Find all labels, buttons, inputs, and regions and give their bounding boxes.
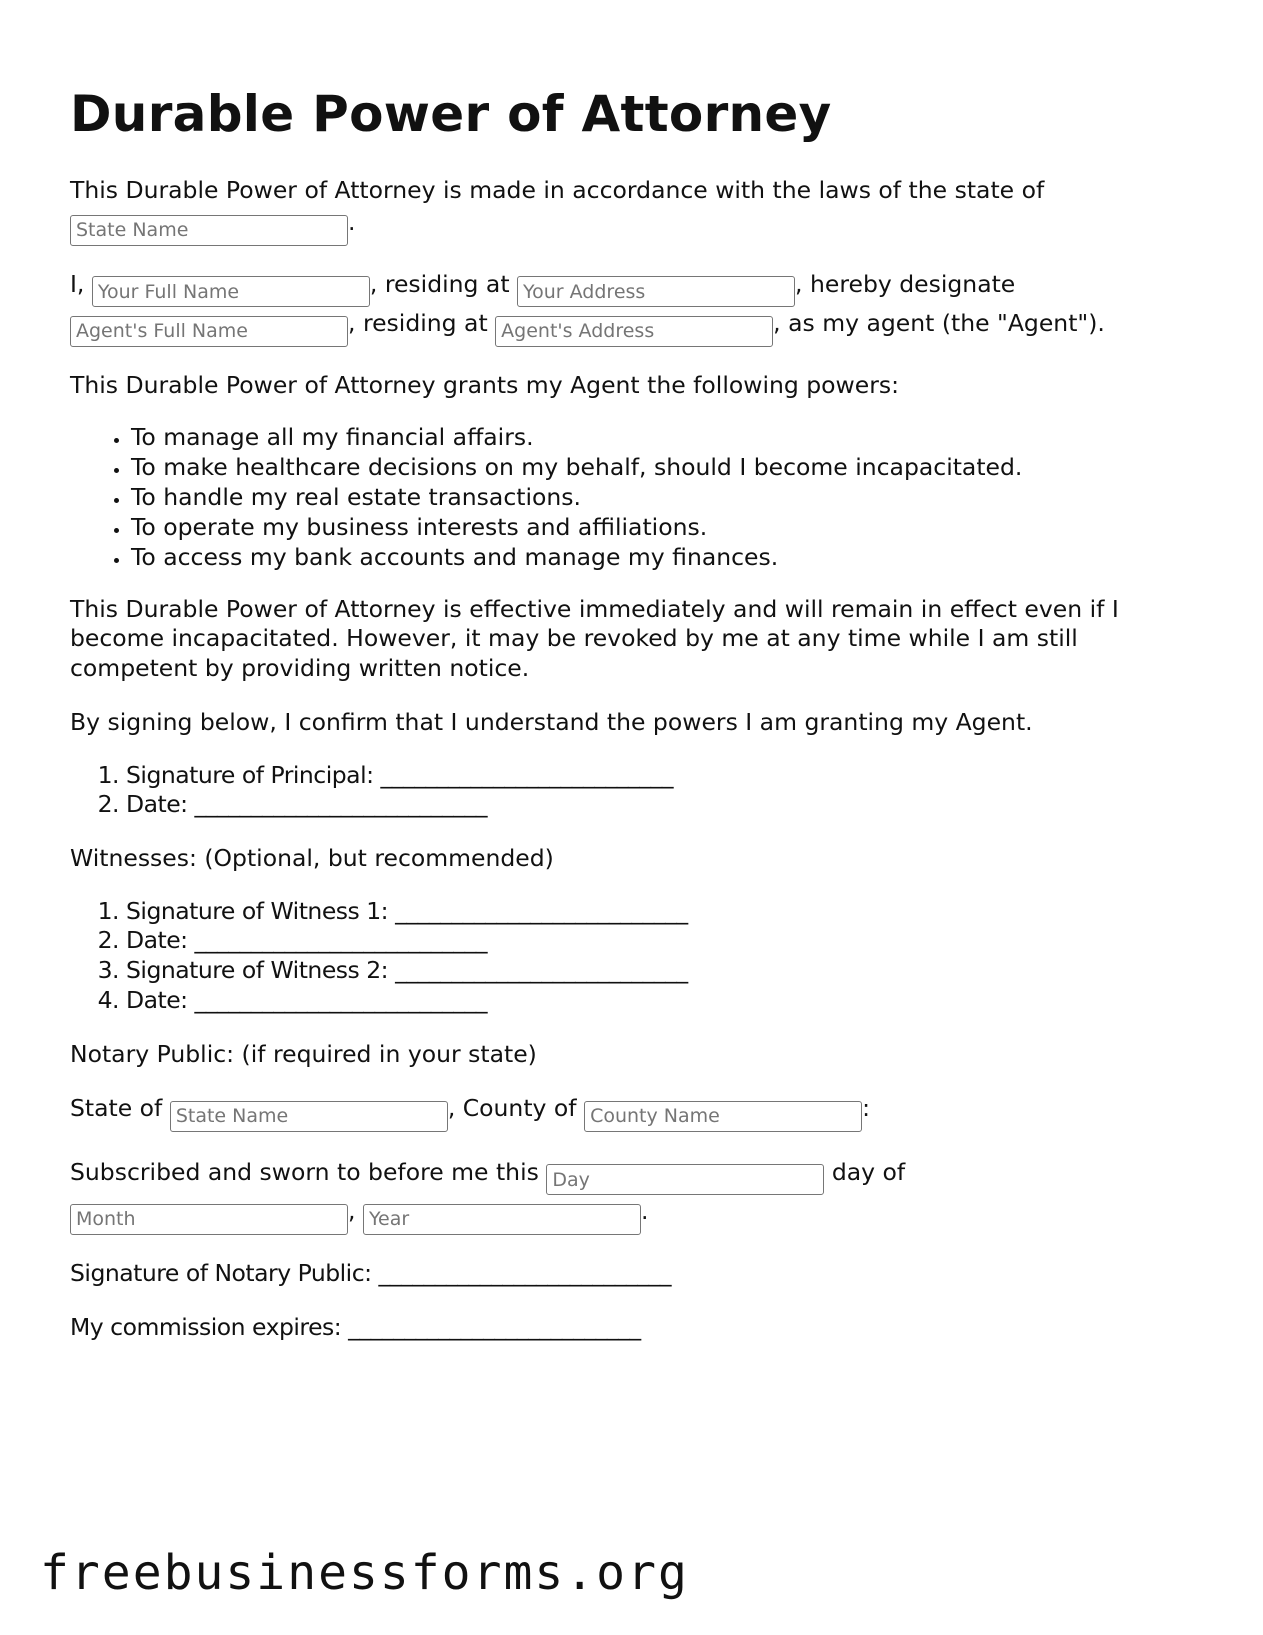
notary-county-input[interactable] <box>584 1101 862 1132</box>
notary-state-label: State of <box>70 1094 163 1123</box>
notary-location-end: : <box>862 1094 870 1123</box>
principal-address-input[interactable] <box>517 276 795 307</box>
intro-state-input[interactable] <box>70 215 348 246</box>
sworn-comma: , <box>348 1197 356 1226</box>
intro-end: . <box>348 208 356 237</box>
powers-list <box>70 423 1200 572</box>
list-item: • To handle my real estate transactions. <box>131 483 1200 513</box>
sworn-year-input[interactable] <box>363 1204 641 1235</box>
agent-residing-at-label: , residing at <box>348 309 488 338</box>
powers-intro: This Durable Power of Attorney grants my Agent the following powers: <box>70 370 900 399</box>
list-item: • To manage all my financial affairs. <box>131 423 1200 453</box>
sworn-end: . <box>640 1197 649 1226</box>
witness-1-date-line: 2. Date: __________________________ <box>126 926 1200 956</box>
principal-name-input[interactable] <box>92 276 370 307</box>
commission-expires-line: My commission expires: __________________________ <box>70 1313 641 1342</box>
sworn-day-of-label: day of <box>831 1157 906 1186</box>
notary-heading: Notary Public: (if required in your state) <box>70 1040 537 1068</box>
document <box>70 84 1200 1366</box>
notary-location-paragraph <box>70 1092 1200 1132</box>
designation-paragraph <box>70 268 1200 347</box>
list-item: • To operate my business interests and affiliations. <box>131 513 1200 543</box>
witness-1-signature-line: 1. Signature of Witness 1: __________________________ <box>126 897 1200 927</box>
effective-paragraph: This Durable Power of Attorney is effective immediately and will remain in effect even if I become incapacitated. However, it may be revoked by me at any time while I am still competent by providing written notice. <box>70 594 1119 683</box>
witnesses-heading: Witnesses: (Optional, but recommended) <box>70 844 554 873</box>
notary-signature-line: Signature of Notary Public: __________________________ <box>70 1258 672 1287</box>
principal-signature-line: 1. Signature of Principal: __________________________ <box>126 761 1200 791</box>
notary-state-input[interactable] <box>170 1101 448 1132</box>
page-title: Durable Power of Attorney <box>70 85 832 143</box>
agent-address-input[interactable] <box>495 316 773 347</box>
sworn-month-input[interactable] <box>70 1204 348 1235</box>
list-item: • To make healthcare decisions on my behalf, should I become incapacitated. <box>131 453 1200 483</box>
sworn-text: Subscribed and sworn to before me this <box>70 1157 539 1186</box>
witness-signing-list <box>70 897 1200 1016</box>
principal-date-line: 2. Date: __________________________ <box>126 790 1200 820</box>
sworn-paragraph <box>70 1156 1200 1235</box>
notary-county-label: , County of <box>447 1094 577 1123</box>
witness-2-date-line: 4. Date: __________________________ <box>126 986 1200 1016</box>
agent-suffix: , as my agent (the "Agent"). <box>773 309 1105 338</box>
residing-at-label: , residing at <box>369 269 510 298</box>
agent-name-input[interactable] <box>70 316 348 347</box>
designation-prefix: I, <box>70 269 85 298</box>
intro-text: This Durable Power of Attorney is made in accordance with the laws of the state of <box>70 176 1045 204</box>
witness-2-signature-line: 3. Signature of Witness 2: __________________________ <box>126 956 1200 986</box>
sworn-day-input[interactable] <box>546 1164 824 1195</box>
confirm-paragraph: By signing below, I confirm that I understand the powers I am granting my Agent. <box>70 708 1033 737</box>
list-item: • To access my bank accounts and manage my finances. <box>131 543 1200 573</box>
hereby-designate-label: , hereby designate <box>795 269 1016 298</box>
principal-signing-list <box>70 761 1200 821</box>
intro-paragraph <box>70 174 1200 246</box>
footer-watermark: freebusinessforms.org <box>40 1545 689 1601</box>
